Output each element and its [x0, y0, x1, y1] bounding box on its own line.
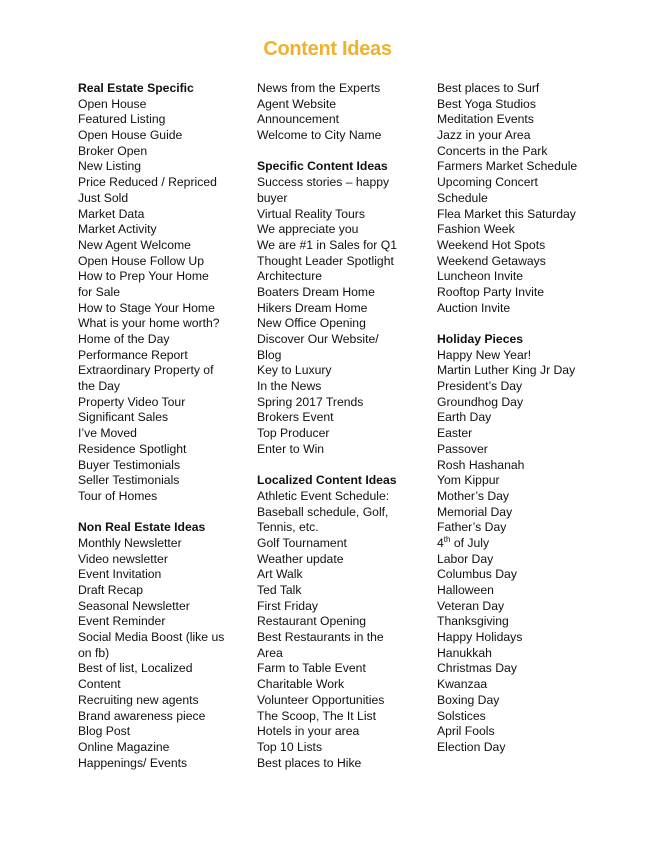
- list-item: How to Stage Your Home: [78, 300, 215, 315]
- list-item: Columbus Day: [437, 567, 517, 582]
- list-item: Mother’s Day: [437, 488, 510, 503]
- list-item: Restaurant Opening: [257, 614, 367, 629]
- list-item: In the News: [257, 379, 322, 394]
- list-item: Top 10 Lists: [257, 739, 323, 754]
- list-item: New Office Opening: [257, 316, 366, 331]
- list-item: Draft Recap: [78, 583, 144, 597]
- list-item: Event Reminder: [78, 614, 166, 629]
- list-item: Key to Luxury: [257, 363, 332, 378]
- list-item: Martin Luther King Jr Day: [437, 363, 576, 378]
- list-item: Athletic Event Schedule:: [257, 488, 390, 503]
- section-spacer: [78, 505, 253, 521]
- list-item: Farmers Market Schedule: [437, 159, 578, 174]
- list-item: Veteran Day: [437, 598, 505, 613]
- list-item: Solstices: [437, 708, 486, 723]
- list-item: Happenings/ Events: [78, 755, 188, 770]
- list-item: Extraordinary Property of: [78, 363, 214, 378]
- list-item: Best Restaurants in the: [257, 630, 384, 645]
- list-item: I’ve Moved: [78, 426, 137, 441]
- list-item: Election Day: [437, 739, 506, 754]
- section-heading-real-estate-specific: Real Estate Specific: [78, 81, 194, 95]
- list-item: Brand awareness piece: [78, 708, 206, 723]
- list-item: Price Reduced / Repriced: [78, 175, 217, 190]
- list-item: Boaters Dream Home: [257, 284, 375, 299]
- list-item: on fb): [78, 645, 110, 660]
- list-item: Residence Spotlight: [78, 441, 187, 456]
- list-item: Architecture: [257, 269, 323, 284]
- list-item: Buyer Testimonials: [78, 457, 181, 472]
- list-item: April Fools: [437, 724, 495, 739]
- list-item: Best places to Hike: [257, 755, 362, 770]
- section-spacer: [437, 316, 617, 332]
- section-heading-specific-content-ideas: Specific Content Ideas: [257, 159, 388, 174]
- list-item: Upcoming Concert: [437, 175, 538, 190]
- list-item: Ted Talk: [257, 583, 302, 597]
- list-item: Broker Open: [78, 143, 148, 158]
- list-item: Property Video Tour: [78, 394, 186, 409]
- list-item: Rosh Hashanah: [437, 457, 525, 472]
- list-item: Performance Report: [78, 347, 188, 362]
- list-item: Seller Testimonials: [78, 473, 180, 488]
- column-2: [257, 81, 432, 771]
- list-item: Schedule: [437, 190, 488, 205]
- list-item: Success stories – happy: [257, 175, 390, 190]
- list-item: Welcome to City Name: [257, 128, 382, 143]
- list-item: Baseball schedule, Golf,: [257, 504, 389, 519]
- list-item: Blog Post: [78, 724, 131, 739]
- list-item: Agent Website: [257, 96, 337, 111]
- list-item: Concerts in the Park: [437, 143, 548, 158]
- list-item: Happy New Year!: [437, 347, 532, 362]
- list-item: Event Invitation: [78, 567, 162, 582]
- list-item: Hotels in your area: [257, 724, 360, 739]
- list-item: Thought Leader Spotlight: [257, 253, 394, 268]
- list-item: Content: [78, 677, 121, 692]
- section-heading-localized-content-ideas: Localized Content Ideas: [257, 473, 397, 488]
- list-item: Thanksgiving: [437, 614, 509, 629]
- list-item: Auction Invite: [437, 300, 511, 315]
- list-item: Brokers Event: [257, 410, 334, 425]
- list-item: Online Magazine: [78, 739, 170, 754]
- section-heading-non-real-estate-ideas: Non Real Estate Ideas: [78, 520, 206, 535]
- list-item: Open House Guide: [78, 128, 183, 143]
- list-item: Blog: [257, 347, 282, 362]
- list-item: We are #1 in Sales for Q1: [257, 237, 398, 252]
- list-item: Christmas Day: [437, 661, 517, 676]
- list-item: Luncheon Invite: [437, 269, 524, 284]
- column-1: [78, 81, 253, 771]
- list-item: Volunteer Opportunities: [257, 692, 385, 707]
- list-item: Art Walk: [257, 567, 303, 582]
- list-item: Weekend Hot Spots: [437, 237, 546, 252]
- list-item: Open House Follow Up: [78, 253, 204, 268]
- list-item: Hikers Dream Home: [257, 300, 368, 315]
- list-item: Jazz in your Area: [437, 128, 531, 143]
- list-item: Easter: [437, 426, 473, 441]
- list-item: Groundhog Day: [437, 394, 524, 409]
- list-item: Charitable Work: [257, 677, 345, 692]
- list-item: Top Producer: [257, 426, 330, 441]
- list-item: Golf Tournament: [257, 535, 347, 550]
- list-item: New Listing: [78, 159, 141, 174]
- list-item: Memorial Day: [437, 504, 513, 519]
- list-item: Just Sold: [78, 190, 129, 205]
- list-item: President’s Day: [437, 379, 523, 394]
- list-item: for Sale: [78, 284, 121, 299]
- list-item: Father’s Day: [437, 520, 507, 535]
- list-item: Discover Our Website/: [257, 332, 379, 346]
- list-item: Open House: [78, 96, 147, 111]
- column-3: [437, 81, 617, 756]
- list-item: Home of the Day: [78, 332, 170, 346]
- section-spacer: [257, 144, 432, 160]
- list-item: How to Prep Your Home: [78, 269, 209, 284]
- list-item: Best places to Surf: [437, 81, 540, 95]
- list-item: the Day: [78, 379, 121, 394]
- list-item: Virtual Reality Tours: [257, 206, 365, 221]
- list-item: Best of list, Localized: [78, 661, 193, 676]
- list-item: The Scoop, The It List: [257, 708, 377, 723]
- list-item: Meditation Events: [437, 112, 534, 127]
- list-item: New Agent Welcome: [78, 237, 191, 252]
- list-item: Recruiting new agents: [78, 692, 199, 707]
- list-item: Hanukkah: [437, 645, 492, 660]
- list-item: Area: [257, 645, 283, 660]
- list-item: Earth Day: [437, 410, 492, 425]
- list-item: Announcement: [257, 112, 339, 127]
- list-item: Passover: [437, 441, 488, 456]
- list-item: Tennis, etc.: [257, 520, 319, 535]
- list-item: Spring 2017 Trends: [257, 394, 364, 409]
- list-item: Happy Holidays: [437, 630, 523, 645]
- list-item: Boxing Day: [437, 692, 500, 707]
- list-item: Monthly Newsletter: [78, 535, 182, 550]
- list-item: buyer: [257, 190, 288, 205]
- list-item: Best Yoga Studios: [437, 96, 536, 111]
- list-item: Significant Sales: [78, 410, 169, 425]
- list-item: What is your home worth?: [78, 316, 220, 331]
- list-item: Seasonal Newsletter: [78, 598, 190, 613]
- list-item: Video newsletter: [78, 551, 168, 566]
- list-item: First Friday: [257, 598, 318, 613]
- list-item: Halloween: [437, 583, 494, 597]
- section-heading-holiday-pieces: Holiday Pieces: [437, 332, 524, 346]
- list-item: Social Media Boost (like us: [78, 630, 225, 645]
- section-spacer: [257, 458, 432, 474]
- list-item: Kwanzaa: [437, 677, 488, 692]
- list-item: Market Activity: [78, 222, 157, 237]
- list-item: 4th of July: [437, 534, 490, 550]
- list-item: Market Data: [78, 206, 145, 221]
- list-item: Yom Kippur: [437, 473, 500, 488]
- list-item: Labor Day: [437, 551, 494, 566]
- list-item: Tour of Homes: [78, 488, 158, 503]
- list-item: Farm to Table Event: [257, 661, 366, 676]
- list-item: Weekend Getaways: [437, 253, 546, 268]
- list-item: Fashion Week: [437, 222, 515, 237]
- list-item: Flea Market this Saturday: [437, 206, 576, 221]
- list-item: Featured Listing: [78, 112, 166, 127]
- list-item: Enter to Win: [257, 441, 325, 456]
- list-item: Rooftop Party Invite: [437, 284, 545, 299]
- list-item: We appreciate you: [257, 222, 359, 237]
- list-item: Weather update: [257, 551, 344, 566]
- page-title: Content Ideas: [263, 38, 392, 60]
- list-item: News from the Experts: [257, 81, 381, 95]
